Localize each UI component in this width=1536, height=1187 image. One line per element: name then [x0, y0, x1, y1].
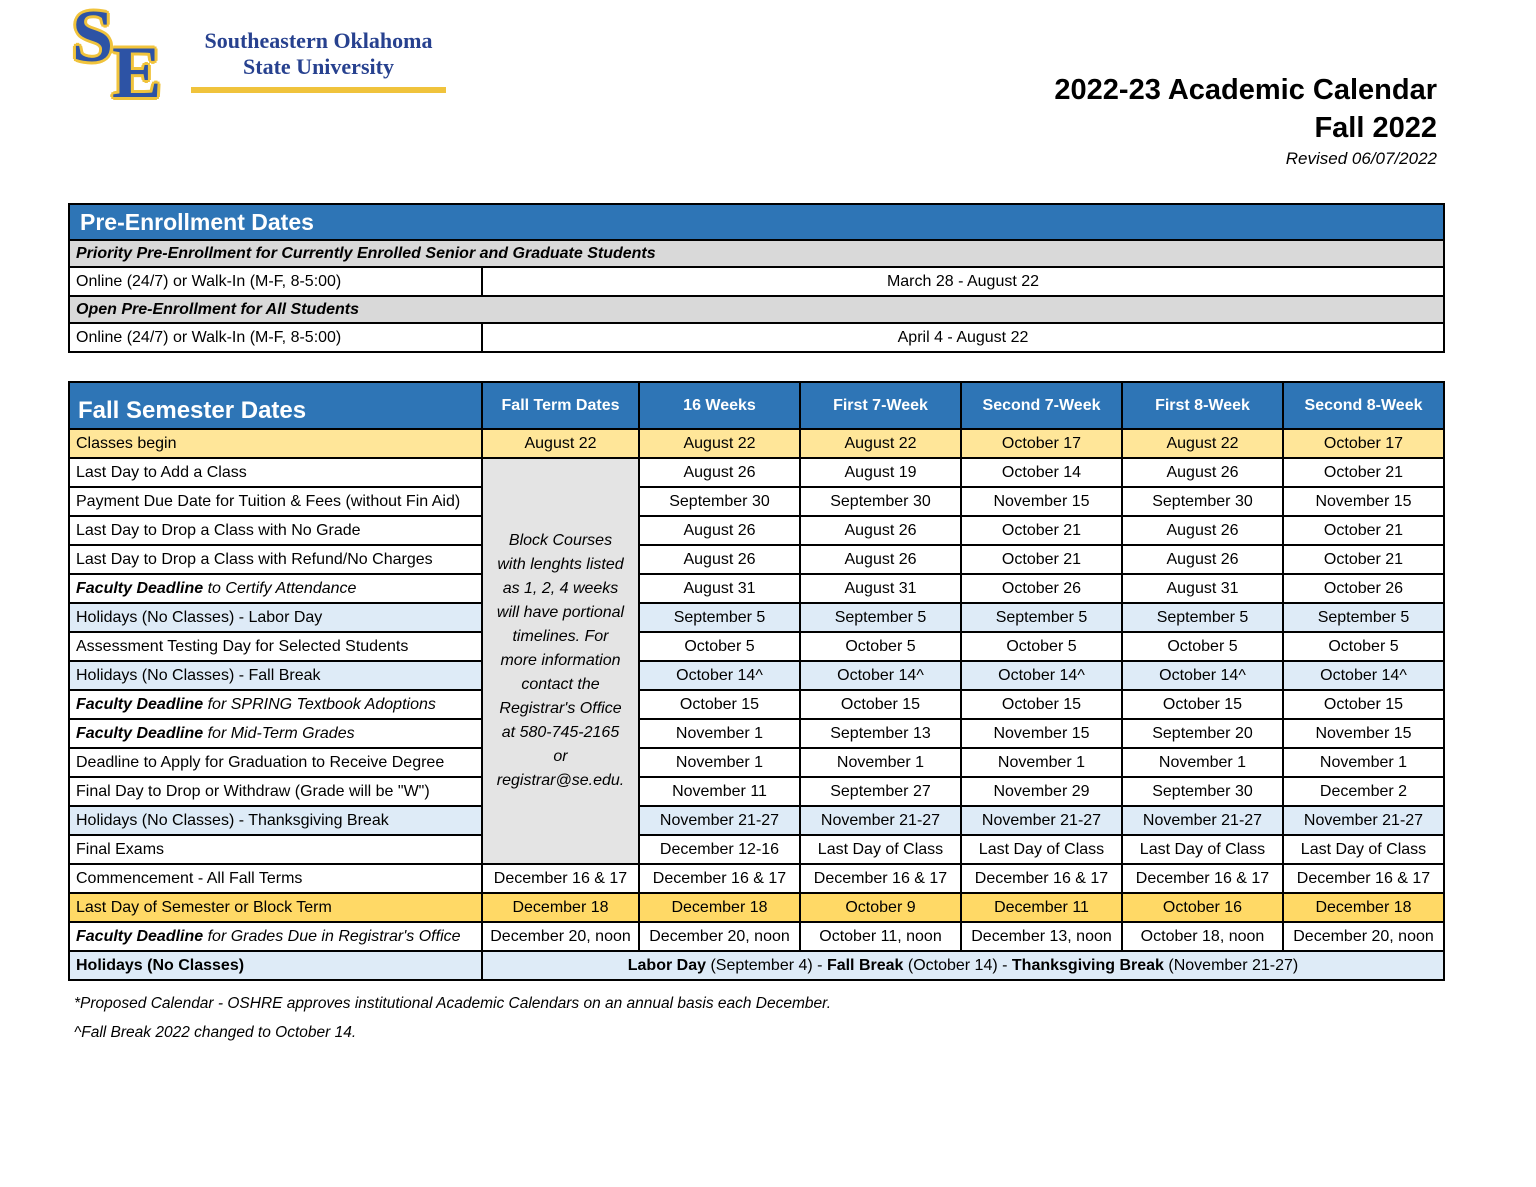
- date-cell: Last Day of Class: [1122, 835, 1283, 864]
- date-cell: November 15: [961, 487, 1122, 516]
- text-segment: to Certify Attendance: [203, 579, 357, 597]
- page-title: 2022-23 Academic Calendar: [1054, 74, 1437, 106]
- text-segment: Labor Day: [627, 956, 706, 974]
- date-cell: October 21: [1283, 516, 1444, 545]
- date-cell: October 14^: [961, 661, 1122, 690]
- text-segment: Classes begin: [76, 434, 177, 452]
- table-row: [69, 574, 1444, 603]
- fall-table-body: [69, 382, 1444, 980]
- date-cell: August 26: [800, 545, 961, 574]
- row-label: [69, 516, 482, 545]
- fall-semester-table: [68, 381, 1445, 981]
- date-cell: November 15: [961, 719, 1122, 748]
- date-cell: November 1: [1283, 748, 1444, 777]
- date-cell: August 22: [800, 429, 961, 458]
- date-cell: August 26: [1122, 516, 1283, 545]
- date-cell: August 26: [639, 516, 800, 545]
- row-label: [69, 661, 482, 690]
- date-cell: August 22: [482, 429, 639, 458]
- date-cell: September 27: [800, 777, 961, 806]
- text-segment: for Grades Due in Registrar's Office: [203, 927, 461, 945]
- text-segment: Holidays (No Classes): [76, 956, 245, 974]
- date-cell: September 5: [800, 603, 961, 632]
- date-cell: October 5: [961, 632, 1122, 661]
- date-cell: October 14^: [1283, 661, 1444, 690]
- text-segment: (October 14) -: [903, 956, 1012, 974]
- text-segment: Faculty Deadline: [76, 927, 204, 945]
- date-cell: December 18: [639, 893, 800, 922]
- date-cell: September 5: [961, 603, 1122, 632]
- table-row: [69, 516, 1444, 545]
- text-segment: Holidays (No Classes) - Thanksgiving Break: [76, 811, 389, 829]
- preenrollment-method-label: Online (24/7) or Walk-In (M-F, 8-5:00): [69, 323, 482, 352]
- row-label: [69, 487, 482, 516]
- page-content: [68, 0, 1443, 1052]
- column-header: Second 7-Week: [961, 382, 1122, 429]
- revision-date: Revised 06/07/2022: [1285, 149, 1437, 169]
- date-cell: December 11: [961, 893, 1122, 922]
- block-courses-note: Block Courses with lenghts listed as 1, 2, 4 weeks will have portional timelines. For more information contact the Registrar's Office at 580-745-2165 or registrar@se.edu.: [482, 458, 639, 864]
- row-label: [69, 951, 482, 980]
- text-segment: Thanksgiving Break: [1011, 956, 1164, 974]
- table-row: [69, 835, 1444, 864]
- university-name-line1: Southeastern Oklahoma: [204, 28, 433, 53]
- text-segment: Holidays (No Classes) - Fall Break: [76, 666, 321, 684]
- monogram-letter-e: E: [112, 32, 162, 114]
- table-row: [69, 748, 1444, 777]
- date-cell: August 26: [800, 516, 961, 545]
- date-cell: October 5: [1283, 632, 1444, 661]
- date-cell: September 30: [639, 487, 800, 516]
- date-cell: October 15: [639, 690, 800, 719]
- row-label: [69, 429, 482, 458]
- priority-preenrollment-subheader: Priority Pre-Enrollment for Currently Enrolled Senior and Graduate Students: [69, 240, 1444, 267]
- table-row: [69, 487, 1444, 516]
- date-cell: November 15: [1283, 487, 1444, 516]
- date-cell: November 21-27: [800, 806, 961, 835]
- column-header: First 7-Week: [800, 382, 961, 429]
- page-header: [68, 0, 1443, 203]
- document-titles: [1054, 72, 1437, 169]
- university-name-line2: State University: [243, 53, 394, 79]
- date-cell: December 16 & 17: [639, 864, 800, 893]
- text-segment: for SPRING Textbook Adoptions: [203, 695, 436, 713]
- date-cell: December 18: [1283, 893, 1444, 922]
- date-cell: October 5: [800, 632, 961, 661]
- date-cell: October 14: [961, 458, 1122, 487]
- date-cell: October 21: [1283, 458, 1444, 487]
- row-label: [69, 893, 482, 922]
- date-cell: October 14^: [639, 661, 800, 690]
- footnotes: [68, 994, 1443, 1043]
- column-header: Second 8-Week: [1283, 382, 1444, 429]
- text-segment: Payment Due Date for Tuition & Fees (without Fin Aid): [76, 492, 461, 510]
- date-cell: August 26: [639, 458, 800, 487]
- date-cell: October 14^: [800, 661, 961, 690]
- date-cell: December 20, noon: [482, 922, 639, 951]
- date-cell: November 21-27: [1283, 806, 1444, 835]
- date-cell: August 26: [1122, 458, 1283, 487]
- date-cell: December 16 & 17: [1283, 864, 1444, 893]
- university-name: [186, 28, 451, 93]
- table-row: [69, 893, 1444, 922]
- date-cell: August 19: [800, 458, 961, 487]
- text-segment: Faculty Deadline: [76, 695, 204, 713]
- fall-table-header-row: [69, 382, 1444, 429]
- text-segment: Faculty Deadline: [76, 724, 204, 742]
- table-row: [69, 603, 1444, 632]
- text-segment: Commencement - All Fall Terms: [76, 869, 303, 887]
- open-preenrollment-dates: April 4 - August 22: [482, 323, 1444, 352]
- date-cell: December 13, noon: [961, 922, 1122, 951]
- date-cell: September 30: [1122, 487, 1283, 516]
- date-cell: December 16 & 17: [482, 864, 639, 893]
- column-header: First 8-Week: [1122, 382, 1283, 429]
- text-segment: Final Exams: [76, 840, 165, 858]
- row-label: [69, 574, 482, 603]
- text-segment: Last Day to Drop a Class with Refund/No Charges: [76, 550, 433, 568]
- date-cell: October 9: [800, 893, 961, 922]
- date-cell: October 26: [961, 574, 1122, 603]
- date-cell: October 17: [961, 429, 1122, 458]
- date-cell: August 22: [1122, 429, 1283, 458]
- text-segment: Last Day to Drop a Class with No Grade: [76, 521, 361, 539]
- logo-gold-bar: [191, 87, 445, 93]
- table-row: [69, 429, 1444, 458]
- date-cell: Last Day of Class: [1283, 835, 1444, 864]
- date-cell: December 20, noon: [639, 922, 800, 951]
- footnote-fall-break: ^Fall Break 2022 changed to October 14.: [74, 1024, 357, 1042]
- date-cell: December 16 & 17: [961, 864, 1122, 893]
- date-cell: September 5: [1122, 603, 1283, 632]
- text-segment: Last Day of Semester or Block Term: [76, 898, 332, 916]
- date-cell: October 21: [961, 545, 1122, 574]
- table-row: [69, 864, 1444, 893]
- date-cell: October 15: [800, 690, 961, 719]
- holidays-summary-cell: [482, 951, 1444, 980]
- section-spacer: [68, 353, 1443, 381]
- table-row: [69, 204, 1444, 240]
- table-row: [69, 240, 1444, 267]
- column-header: Fall Term Dates: [482, 382, 639, 429]
- row-label: [69, 632, 482, 661]
- date-cell: October 18, noon: [1122, 922, 1283, 951]
- date-cell: September 30: [800, 487, 961, 516]
- date-cell: October 14^: [1122, 661, 1283, 690]
- date-cell: October 11, noon: [800, 922, 961, 951]
- date-cell: October 15: [961, 690, 1122, 719]
- date-cell: November 1: [961, 748, 1122, 777]
- date-cell: October 21: [961, 516, 1122, 545]
- date-cell: December 2: [1283, 777, 1444, 806]
- university-logo: [68, 0, 468, 158]
- row-label: [69, 748, 482, 777]
- date-cell: November 1: [639, 748, 800, 777]
- row-label: [69, 545, 482, 574]
- date-cell: Last Day of Class: [800, 835, 961, 864]
- date-cell: December 20, noon: [1283, 922, 1444, 951]
- table-row: [69, 632, 1444, 661]
- table-row: [69, 661, 1444, 690]
- table-row: [69, 545, 1444, 574]
- table-row: [69, 806, 1444, 835]
- row-label: [69, 603, 482, 632]
- table-row: [69, 690, 1444, 719]
- date-cell: September 13: [800, 719, 961, 748]
- table-row: [69, 777, 1444, 806]
- date-cell: September 5: [639, 603, 800, 632]
- text-segment: Last Day to Add a Class: [76, 463, 247, 481]
- date-cell: August 26: [1122, 545, 1283, 574]
- row-label: [69, 806, 482, 835]
- row-label: [69, 719, 482, 748]
- row-label: [69, 690, 482, 719]
- table-row: [69, 267, 1444, 296]
- monogram-letter-s: S: [72, 0, 114, 78]
- date-cell: November 11: [639, 777, 800, 806]
- date-cell: November 21-27: [961, 806, 1122, 835]
- text-segment: Fall Break: [826, 956, 904, 974]
- text-segment: Holidays (No Classes) - Labor Day: [76, 608, 323, 626]
- date-cell: December 16 & 17: [1122, 864, 1283, 893]
- priority-preenrollment-dates: March 28 - August 22: [482, 267, 1444, 296]
- date-cell: November 1: [639, 719, 800, 748]
- table-row: [69, 922, 1444, 951]
- date-cell: August 26: [639, 545, 800, 574]
- date-cell: August 22: [639, 429, 800, 458]
- pre-enrollment-section-title: Pre-Enrollment Dates: [69, 204, 1444, 240]
- date-cell: November 15: [1283, 719, 1444, 748]
- footnote-proposed-calendar: *Proposed Calendar - OSHRE approves institutional Academic Calendars on an annual basis each December.: [74, 995, 832, 1012]
- date-cell: Last Day of Class: [961, 835, 1122, 864]
- fall-semester-section-title: Fall Semester Dates: [69, 382, 482, 429]
- preenrollment-method-label: Online (24/7) or Walk-In (M-F, 8-5:00): [69, 267, 482, 296]
- text-segment: Final Day to Drop or Withdraw (Grade will be "W"): [76, 782, 430, 800]
- table-row: [69, 458, 1444, 487]
- date-cell: November 21-27: [639, 806, 800, 835]
- date-cell: December 16 & 17: [800, 864, 961, 893]
- date-cell: October 5: [639, 632, 800, 661]
- date-cell: September 20: [1122, 719, 1283, 748]
- date-cell: August 31: [1122, 574, 1283, 603]
- row-label: [69, 777, 482, 806]
- date-cell: October 21: [1283, 545, 1444, 574]
- date-cell: October 5: [1122, 632, 1283, 661]
- table-row: [69, 323, 1444, 352]
- date-cell: October 16: [1122, 893, 1283, 922]
- date-cell: November 21-27: [1122, 806, 1283, 835]
- row-label: [69, 458, 482, 487]
- date-cell: October 26: [1283, 574, 1444, 603]
- open-preenrollment-subheader: Open Pre-Enrollment for All Students: [69, 296, 1444, 323]
- date-cell: November 1: [800, 748, 961, 777]
- date-cell: September 5: [1283, 603, 1444, 632]
- table-row: [69, 296, 1444, 323]
- university-monogram-icon: [68, 0, 173, 114]
- date-cell: November 1: [1122, 748, 1283, 777]
- text-segment: (November 21-27): [1163, 956, 1299, 974]
- date-cell: September 30: [1122, 777, 1283, 806]
- date-cell: October 17: [1283, 429, 1444, 458]
- table-row: [69, 951, 1444, 980]
- row-label: [69, 864, 482, 893]
- date-cell: December 18: [482, 893, 639, 922]
- text-segment: Assessment Testing Day for Selected Students: [76, 637, 409, 655]
- date-cell: August 31: [800, 574, 961, 603]
- column-header: 16 Weeks: [639, 382, 800, 429]
- text-segment: (September 4) -: [706, 956, 827, 974]
- row-label: [69, 835, 482, 864]
- date-cell: August 31: [639, 574, 800, 603]
- text-segment: Deadline to Apply for Graduation to Receive Degree: [76, 753, 445, 771]
- text-segment: Faculty Deadline: [76, 579, 204, 597]
- row-label: [69, 922, 482, 951]
- pre-enrollment-table: [68, 203, 1445, 353]
- date-cell: December 12-16: [639, 835, 800, 864]
- table-row: [69, 719, 1444, 748]
- date-cell: October 15: [1283, 690, 1444, 719]
- text-segment: for Mid-Term Grades: [203, 724, 355, 742]
- page-subtitle: Fall 2022: [1314, 111, 1437, 144]
- date-cell: November 29: [961, 777, 1122, 806]
- date-cell: October 15: [1122, 690, 1283, 719]
